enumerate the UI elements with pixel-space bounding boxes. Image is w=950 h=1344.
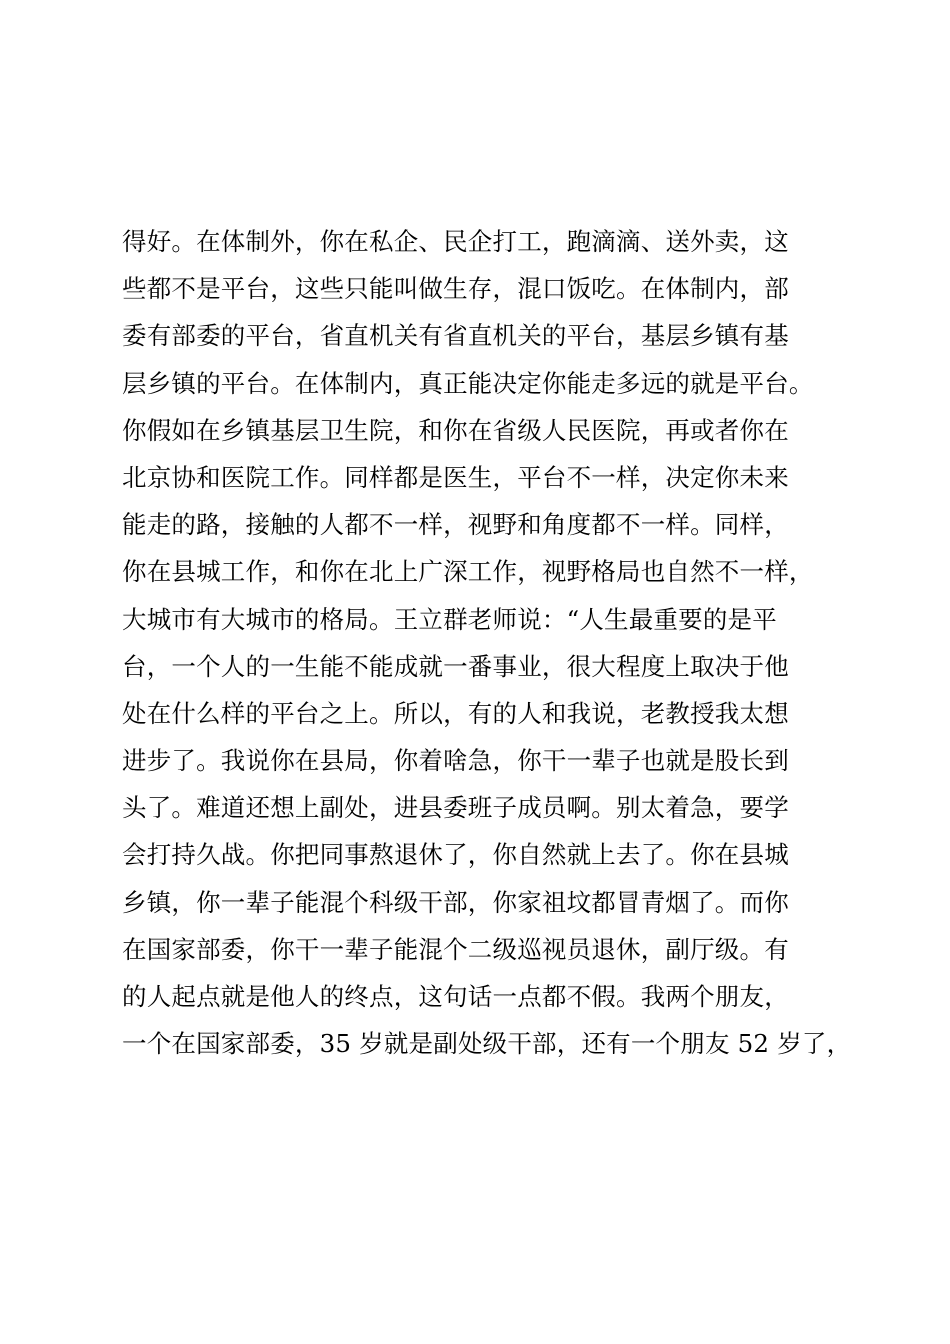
text-line: 得好。在体制外，你在私企、民企打工，跑滴滴、送外卖，这 bbox=[122, 227, 789, 256]
text-line: 在国家部委，你干一辈子能混个二级巡视员退休，副厅级。有 bbox=[122, 934, 789, 964]
text-line: 一个在国家部委，35 岁就是副处级干部，还有一个朋友 52 岁了， bbox=[122, 1029, 852, 1059]
text-line: 能走的路，接触的人都不一样，视野和角度都不一样。同样， bbox=[122, 510, 789, 540]
text-line: 台，一个人的一生能不能成就一番事业，很大程度上取决于他 bbox=[122, 651, 789, 681]
text-line: 层乡镇的平台。在体制内，真正能决定你能走多远的就是平台。 bbox=[122, 368, 814, 398]
text-line: 处在什么样的平台之上。所以，有的人和我说，老教授我太想 bbox=[122, 698, 789, 728]
text-line: 的人起点就是他人的终点，这句话一点都不假。我两个朋友， bbox=[122, 982, 789, 1011]
text-line: 北京协和医院工作。同样都是医生，平台不一样，决定你未来 bbox=[122, 462, 789, 492]
text-line: 些都不是平台，这些只能叫做生存，混口饭吃。在体制内，部 bbox=[122, 274, 789, 304]
text-line: 你在县城工作，和你在北上广深工作，视野格局也自然不一样， bbox=[122, 557, 814, 587]
text-line: 委有部委的平台，省直机关有省直机关的平台，基层乡镇有基 bbox=[122, 321, 789, 351]
text-line: 进步了。我说你在县局，你着啥急，你干一辈子也就是股长到 bbox=[122, 746, 789, 776]
text-line: 大城市有大城市的格局。王立群老师说：“人生最重要的是平 bbox=[122, 604, 777, 634]
text-line: 你假如在乡镇基层卫生院，和你在省级人民医院，再或者你在 bbox=[122, 415, 789, 445]
text-line: 头了。难道还想上副处，进县委班子成员啊。别太着急，要学 bbox=[122, 793, 789, 823]
text-line: 乡镇，你一辈子能混个科级干部，你家祖坟都冒青烟了。而你 bbox=[122, 887, 789, 917]
text-line: 会打持久战。你把同事熬退休了，你自然就上去了。你在县城 bbox=[122, 840, 789, 870]
body-text bbox=[122, 218, 852, 1067]
